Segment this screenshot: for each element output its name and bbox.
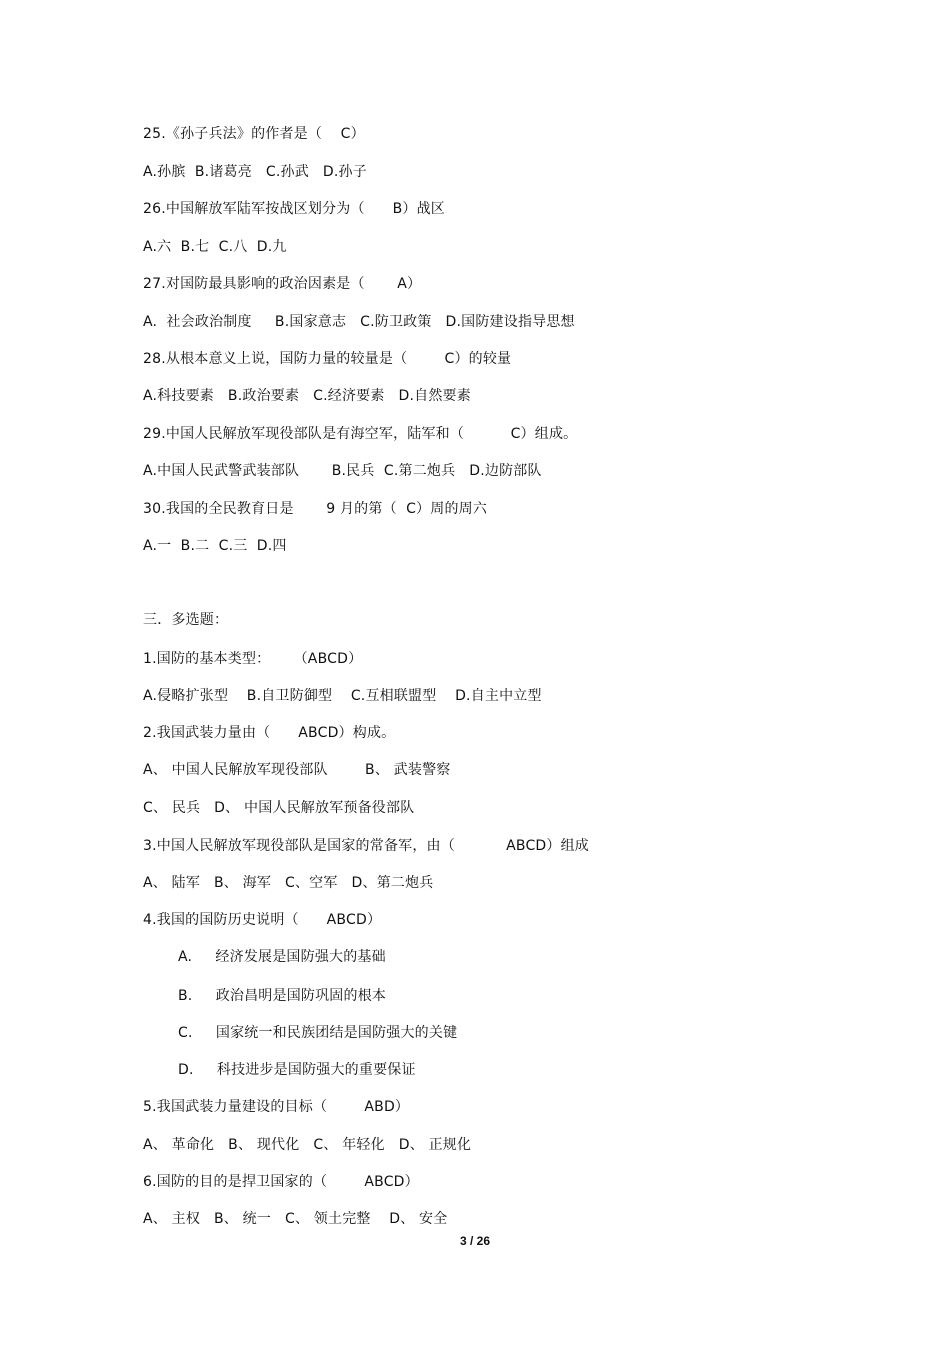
options-29: A.中国人民武警武装部队 B.民兵 C.第二炮兵 D.边防部队 bbox=[143, 463, 542, 479]
mc-question-1: 1.国防的基本类型： （ABCD） bbox=[143, 651, 363, 667]
mc-question-3: 3.中国人民解放军现役部队是国家的常备军，由（ ABCD）组成 bbox=[143, 838, 589, 854]
options-30: A.一 B.二 C.三 D.四 bbox=[143, 538, 287, 554]
question-27: 27.对国防最具影响的政治因素是（ A） bbox=[143, 276, 422, 292]
mc-option-4b: B. 政治昌明是国防巩固的根本 bbox=[178, 988, 387, 1004]
mc-option-4a: A. 经济发展是国防强大的基础 bbox=[178, 949, 386, 965]
question-28: 28.从根本意义上说，国防力量的较量是（ C）的较量 bbox=[143, 351, 512, 367]
mc-options-2-line-1: A、 中国人民解放军现役部队 B、 武装警察 bbox=[143, 762, 451, 778]
mc-options-1: A.侵略扩张型 B.自卫防御型 C.互相联盟型 D.自主中立型 bbox=[143, 688, 542, 704]
page-number: 3 / 26 bbox=[459, 1234, 491, 1248]
mc-options-5: A、 革命化 B、 现代化 C、 年轻化 D、 正规化 bbox=[143, 1137, 472, 1153]
question-25: 25.《孙子兵法》的作者是（ C） bbox=[143, 126, 365, 142]
section-heading-multiple-choice: 三．多选题： bbox=[143, 612, 229, 628]
options-28: A.科技要素 B.政治要素 C.经济要素 D.自然要素 bbox=[143, 388, 471, 404]
mc-options-2-line-2: C、 民兵 D、 中国人民解放军预备役部队 bbox=[143, 800, 415, 816]
mc-options-3: A、 陆军 B、 海军 C、空军 D、第二炮兵 bbox=[143, 875, 434, 891]
options-26: A.六 B.七 C.八 D.九 bbox=[143, 239, 287, 255]
options-27: A. 社会政治制度 B.国家意志 C.防卫政策 D.国防建设指导思想 bbox=[143, 314, 575, 330]
mc-option-4c: C. 国家统一和民族团结是国防强大的关键 bbox=[178, 1025, 458, 1041]
question-30: 30.我国的全民教育日是 9 月的第（ C）周的周六 bbox=[143, 501, 488, 517]
mc-question-4: 4.我国的国防历史说明（ ABCD） bbox=[143, 912, 382, 928]
mc-question-6: 6.国防的目的是捍卫国家的（ ABCD） bbox=[143, 1174, 419, 1190]
mc-question-2: 2.我国武装力量由（ ABCD）构成。 bbox=[143, 725, 396, 741]
options-25: A.孙膑 B.诸葛亮 C.孙武 D.孙子 bbox=[143, 164, 367, 180]
mc-option-4d: D. 科技进步是国防强大的重要保证 bbox=[178, 1062, 416, 1078]
mc-options-6: A、 主权 B、 统一 C、 领土完整 D、 安全 bbox=[143, 1211, 448, 1227]
question-26: 26.中国解放军陆军按战区划分为（ B）战区 bbox=[143, 201, 445, 217]
mc-question-5: 5.我国武装力量建设的目标（ ABD） bbox=[143, 1099, 410, 1115]
question-29: 29.中国人民解放军现役部队是有海空军，陆军和（ C）组成。 bbox=[143, 426, 578, 442]
